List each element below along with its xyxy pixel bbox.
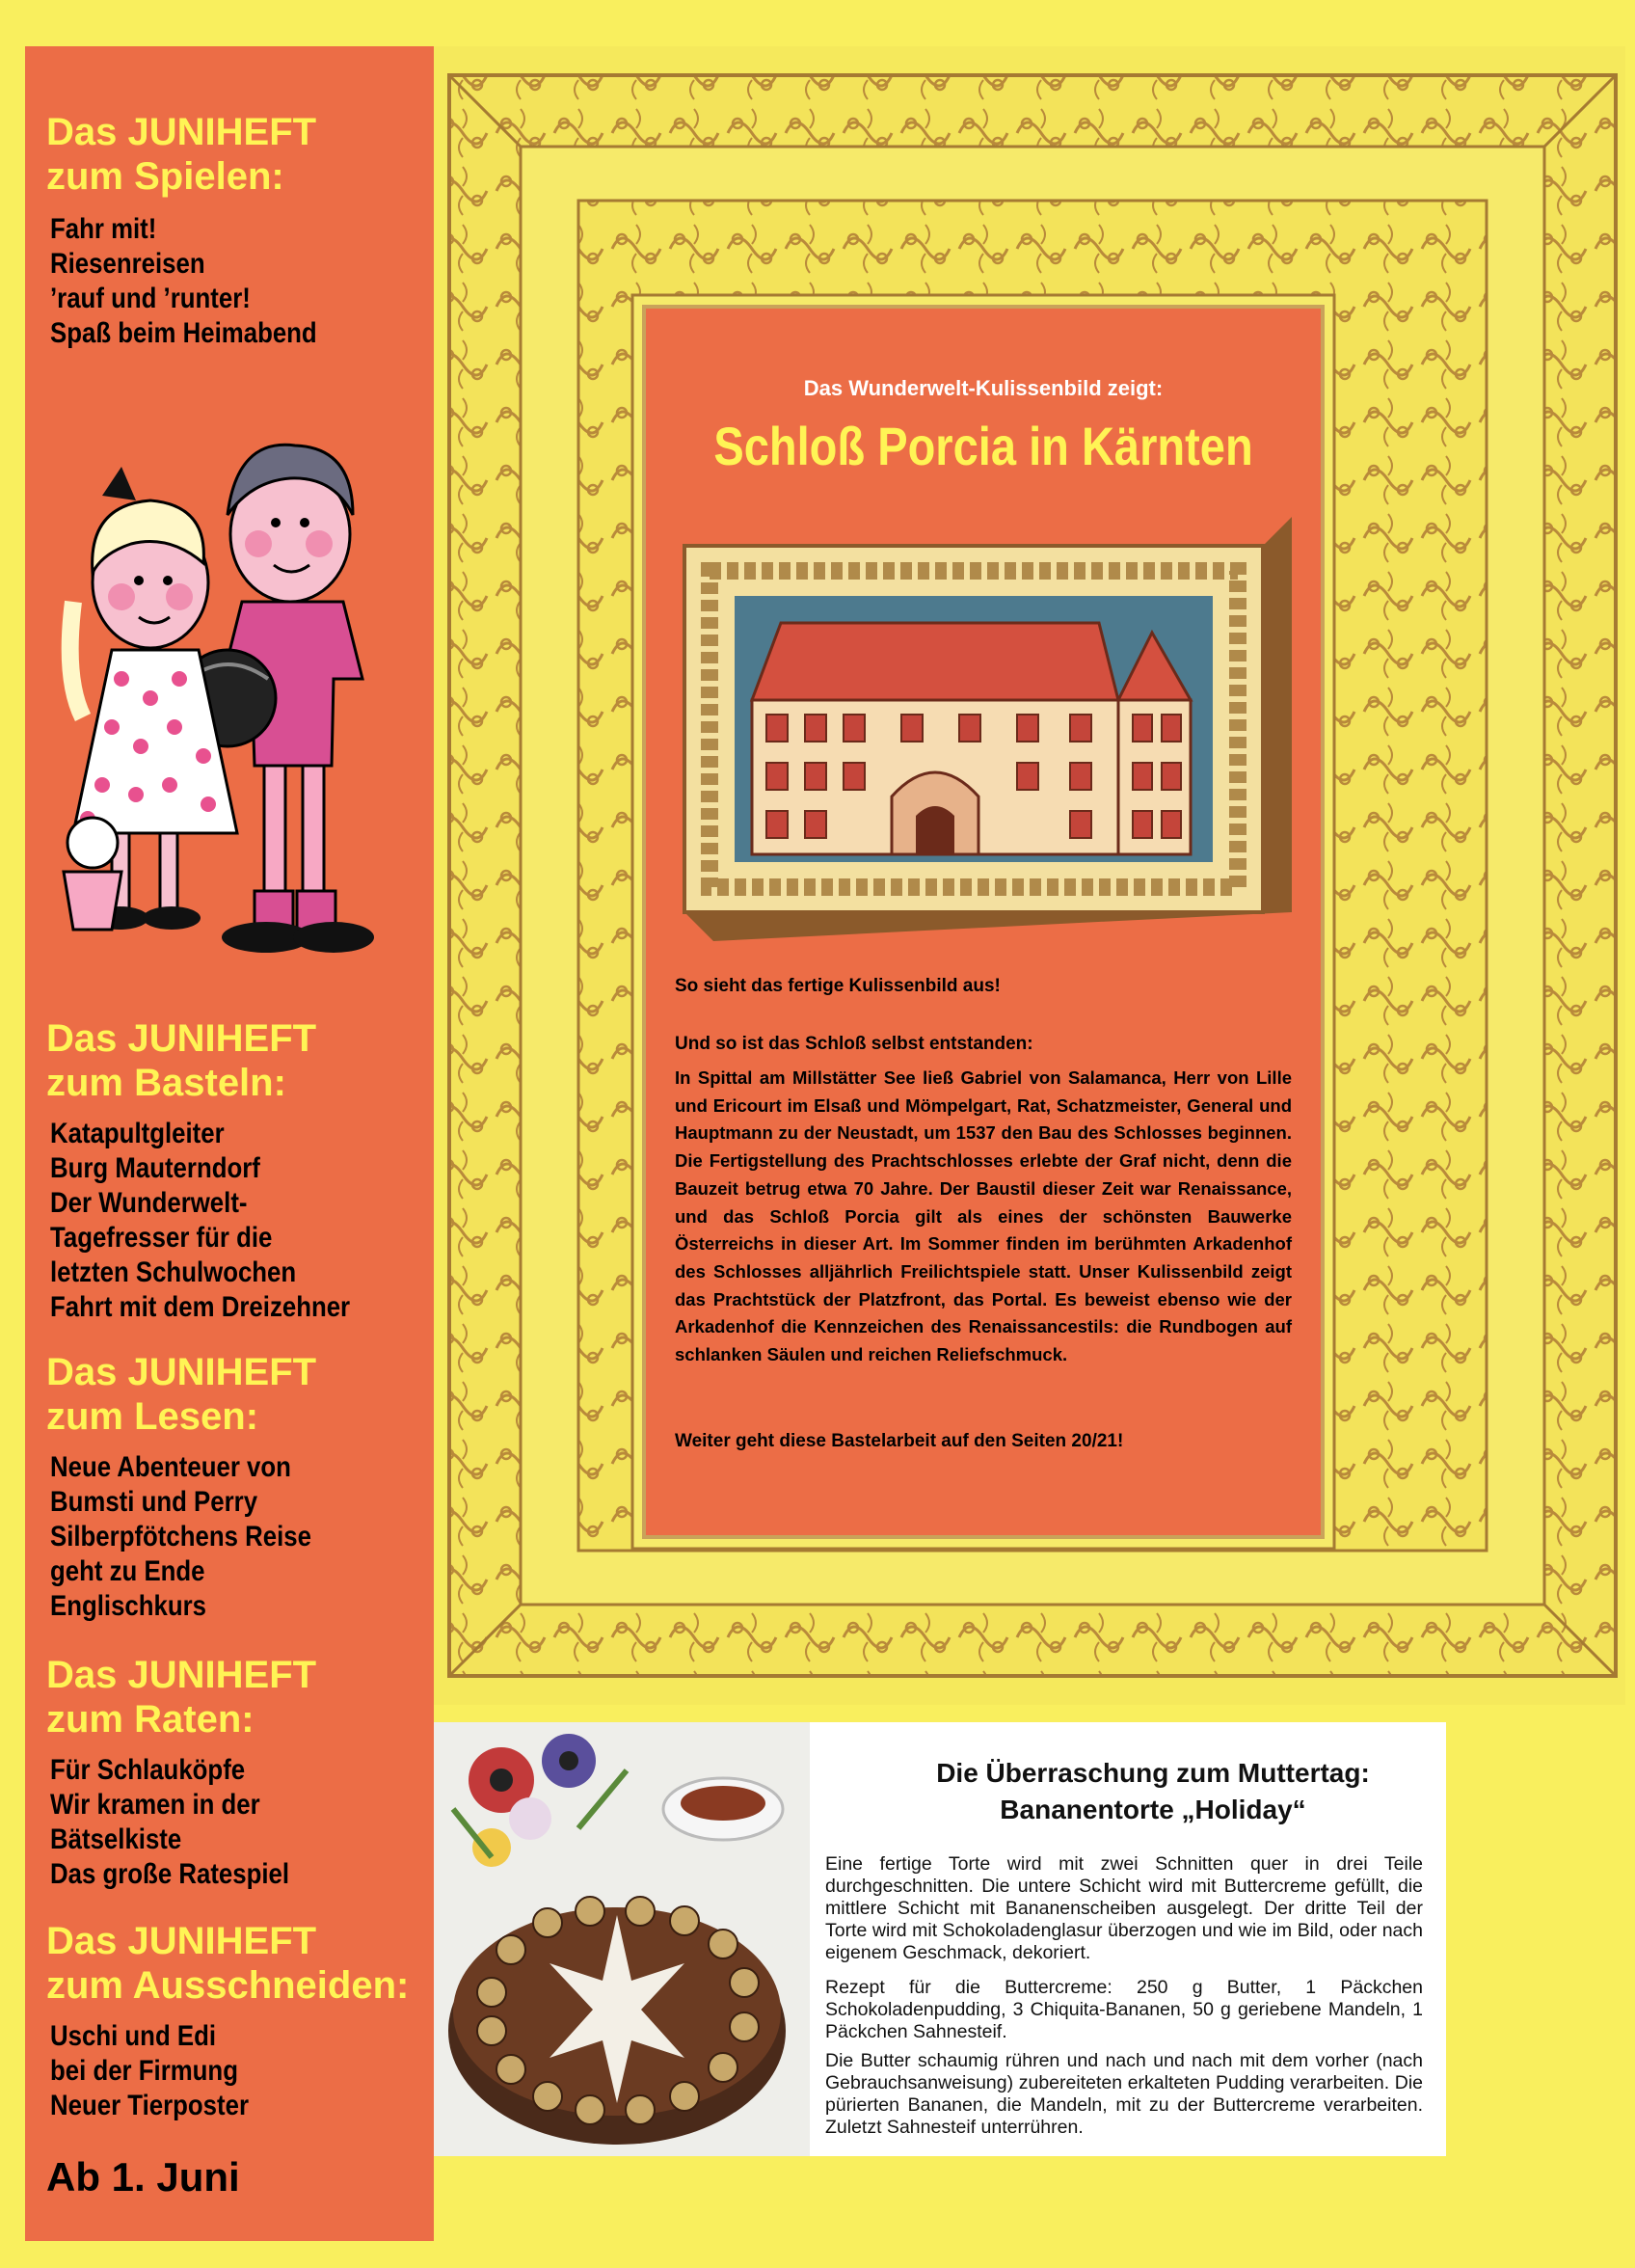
list-item: letzten Schulwochen bbox=[50, 1256, 297, 1288]
card-title: Schloß Porcia in Kärnten bbox=[713, 416, 1253, 476]
left-column bbox=[25, 46, 434, 2241]
list-item: Bätselkiste bbox=[50, 1823, 182, 1855]
card-footer-text: Weiter geht diese Bastelarbeit auf den Seiten 20/21! bbox=[675, 1431, 1124, 1451]
list-item: Uschi und Edi bbox=[50, 2020, 217, 2052]
recipe-paragraph: Eine fertige Torte wird mit zwei Schnitten quer in drei Teile durchgeschnitten. Die untere Schicht wird mit Buttercreme gefüllt, die mittlere Schicht mit Bananenscheiben ausgelegt. Der dritte Teil der Torte wird mit Schokoladenglasur überzogen und wie im Bild, oder nach eigenem Geschmack, dekoriert. bbox=[825, 1853, 1423, 1963]
list-item: Der Wunderwelt- bbox=[50, 1187, 248, 1219]
recipe-box bbox=[434, 1722, 1446, 2156]
section-items bbox=[50, 212, 317, 351]
list-item: Katapultgleiter bbox=[50, 1118, 225, 1149]
image-caption: So sieht das fertige Kulissenbild aus! bbox=[675, 976, 1001, 996]
card-subheading: Und so ist das Schloß selbst entstanden: bbox=[675, 1034, 1033, 1054]
chocolate-banana-cake-photo bbox=[434, 1722, 810, 2156]
list-item: Burg Mauterndorf bbox=[50, 1152, 260, 1184]
ornate-frame-area bbox=[434, 46, 1625, 1705]
list-item: Englischkurs bbox=[50, 1590, 207, 1622]
cartoon-children-illustration bbox=[44, 390, 420, 1007]
card-body-text: In Spittal am Millstätter See ließ Gabriel von Salamanca, Herr von Lille und Ericourt im Elsaß und Mömpelgart, Rat, Schatzmeister, General und Hauptmann zu der Neustadt, um 1537 den Bau des Schlosses beginnen. Die Fertigstellung des Prachtschlosses erlebte der Graf nicht, denn die Bauzeit betrug etwa 70 Jahre. Der Baustil dieser Zeit war Renaissance, und das Schloß Porcia gilt als eines der schönsten Bauwerke Österreichs in dieser Art. Im Sommer finden im berühmten Arkadenhof des Schlosses alljährlich Freilichtspiele statt. Unser Kulissenbild zeigt das Prachtstück der Platzfront, das Portal. Es beweist ebenso wie der Arkadenhof die Kennzeichen des Renaissancestils: die Rundbogen auf schlanken Säulen und reichen Reliefschmuck. bbox=[675, 1067, 1292, 1365]
section-heading: Das JUNIHEFT zum Ausschneiden: bbox=[46, 1920, 410, 2007]
section-heading: Das JUNIHEFT zum Spielen: bbox=[46, 111, 317, 198]
list-item: Neue Abenteuer von bbox=[50, 1451, 291, 1483]
list-item: Das große Ratespiel bbox=[50, 1858, 290, 1890]
section-heading: Das JUNIHEFT zum Lesen: bbox=[46, 1351, 317, 1438]
list-item: Silberpfötchens Reise bbox=[50, 1521, 311, 1552]
section-heading: Das JUNIHEFT zum Basteln: bbox=[46, 1017, 317, 1104]
issue-date: Ab 1. Juni bbox=[46, 2154, 240, 2200]
list-item: Wir kramen in der bbox=[50, 1789, 260, 1821]
section-items bbox=[50, 1117, 350, 1325]
section-heading: Das JUNIHEFT zum Raten: bbox=[46, 1654, 317, 1741]
list-item: geht zu Ende bbox=[50, 1555, 205, 1587]
castle-diorama-illustration bbox=[646, 507, 1321, 951]
recipe-paragraph: Die Butter schaumig rühren und nach und nach mit dem vorher (nach Gebrauchsanweisung) zubereiteten erkalteten Pudding verarbeiten. Die pürierten Bananen, die Mandeln, mit zu der Buttercreme verarbeiten. Zuletzt Sahnesteif unterrühren. bbox=[825, 2050, 1423, 2138]
list-item: Fahr mit! bbox=[50, 213, 157, 245]
card-kicker: Das Wunderwelt-Kulissenbild zeigt: bbox=[803, 376, 1164, 400]
section-items bbox=[50, 1450, 311, 1624]
list-item: Riesenreisen bbox=[50, 248, 205, 280]
recipe-title: Die Überraschung zum Muttertag: Bananentorte „Holiday“ bbox=[936, 1758, 1370, 1824]
section-items bbox=[50, 2019, 249, 2123]
list-item: bei der Firmung bbox=[50, 2055, 238, 2087]
list-item: Bumsti und Perry bbox=[50, 1486, 258, 1518]
list-item: ’rauf und ’runter! bbox=[50, 283, 251, 314]
recipe-paragraph: Rezept für die Buttercreme: 250 g Butter, 1 Päckchen Schokoladenpudding, 3 Chiquita-Bananen, 50 g geriebene Mandeln, 1 Päckchen Sahnesteif. bbox=[825, 1977, 1423, 2042]
info-card bbox=[646, 309, 1321, 1535]
list-item: Für Schlauköpfe bbox=[50, 1754, 246, 1786]
list-item: Tagefresser für die bbox=[50, 1222, 273, 1254]
list-item: Spaß beim Heimabend bbox=[50, 317, 317, 349]
list-item: Fahrt mit dem Dreizehner bbox=[50, 1291, 351, 1323]
list-item: Neuer Tierposter bbox=[50, 2090, 249, 2121]
section-items bbox=[50, 1753, 289, 1892]
